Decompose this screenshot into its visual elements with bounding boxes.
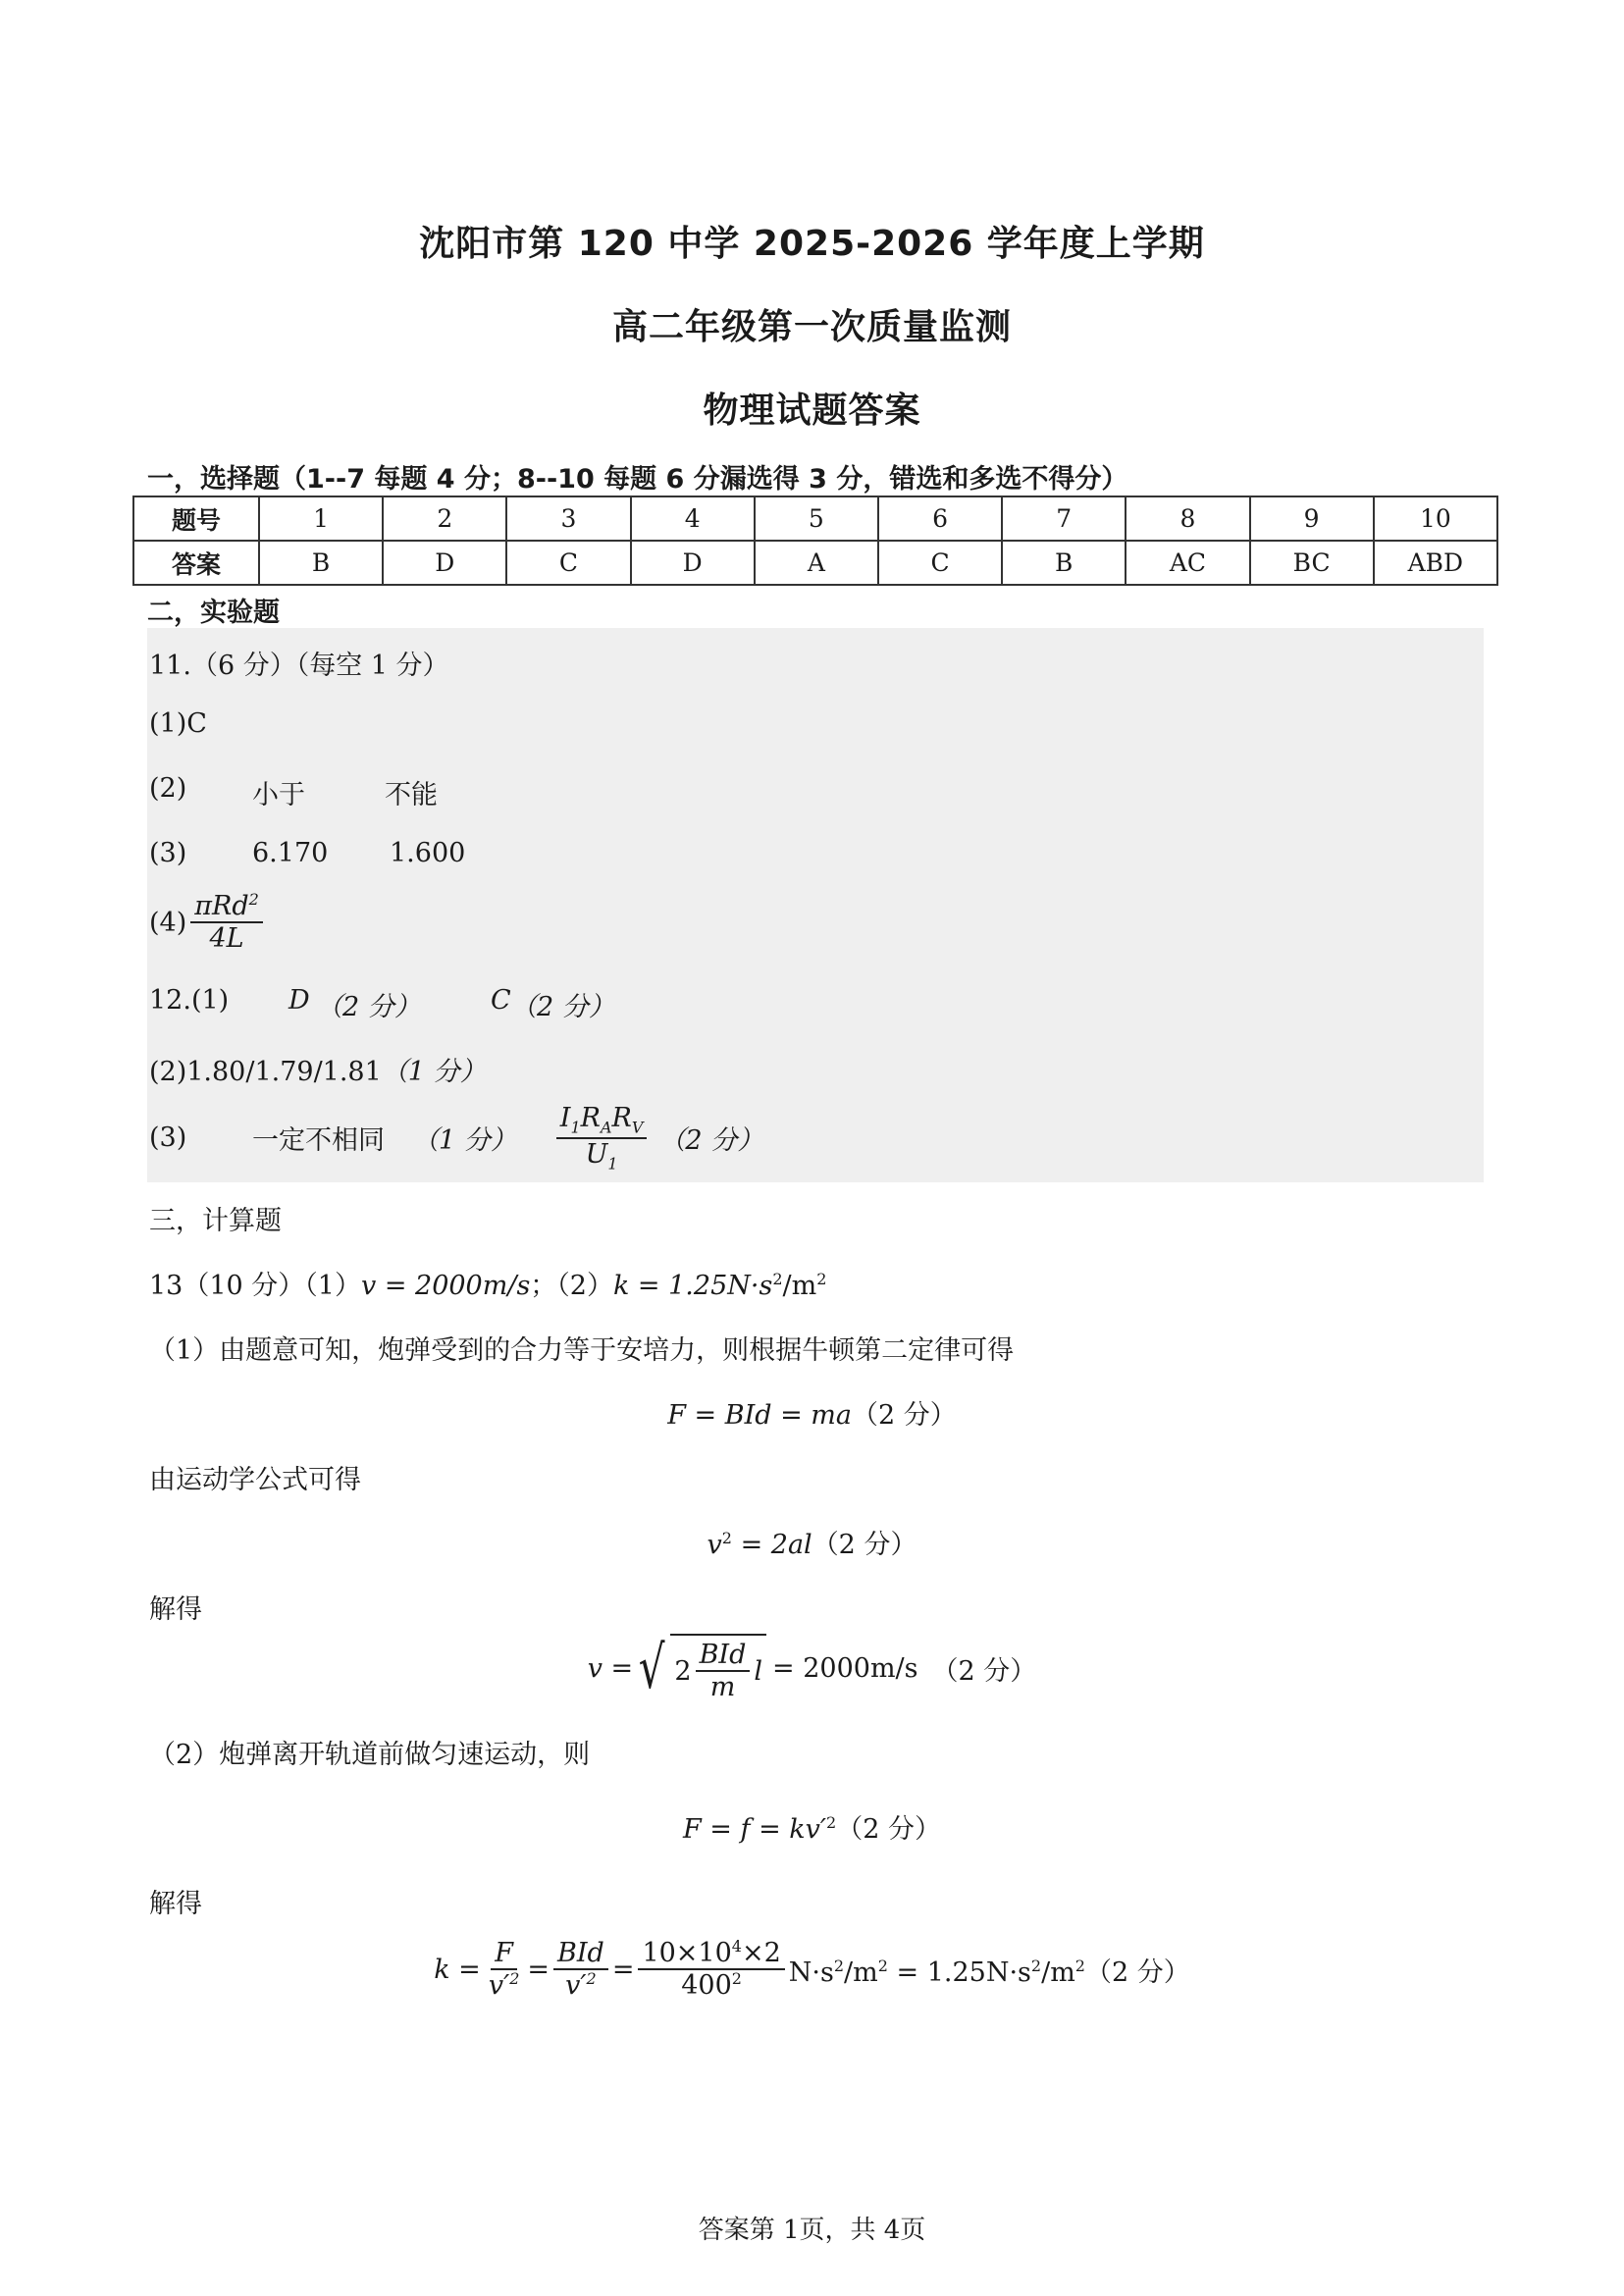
q13-eq3-score: （2 分）: [931, 1655, 1037, 1687]
q11-part4-fraction: [190, 891, 263, 954]
answer-cell: D: [631, 541, 755, 585]
q12-part3-score-1: （1 分）: [412, 1125, 517, 1157]
q13-eq5-unit-exp: 2: [833, 1956, 845, 1975]
q13-eq5-f1-num: F: [491, 1938, 517, 1970]
q13-eq2-v: v: [707, 1530, 722, 1560]
q13-eq3-l: l: [754, 1655, 763, 1687]
q13-eq2-score: （2 分）: [812, 1530, 917, 1560]
q12-frac-ra-sub: A: [600, 1118, 612, 1137]
q13-eq4-score: （2 分）: [836, 1814, 941, 1845]
q13-eq5-fraction-1: [485, 1938, 524, 2001]
experiment-answer-block: [147, 628, 1484, 1182]
q11-part3-answer-b: 1.600: [390, 838, 466, 868]
q13-eq5-result-tail-exp: 2: [1074, 1956, 1085, 1975]
q12-part1-label: 12.(1): [149, 985, 230, 1016]
q13-step1: （1）由题意可知，炮弹受到的合力等于安培力，则根据牛顿第二定律可得: [149, 1335, 1015, 1366]
q12-part3-label: (3): [149, 1122, 187, 1154]
section-experiment-title: 二，实验题: [147, 598, 280, 628]
q13-eq5-unit-tail-exp: 2: [877, 1956, 888, 1975]
q13-eq5-f3-den: 400: [681, 1970, 732, 2002]
q11-part2-label: (2): [149, 773, 187, 804]
q13-eq5-equals-2: =: [611, 1954, 635, 1985]
answer-table-answer-row: [133, 541, 1497, 585]
q12-part2-answer: (2)1.80/1.79/1.81: [149, 1057, 382, 1087]
q11-part3-answer-a: 6.170: [252, 838, 329, 868]
q13-eq2-exp: 2: [721, 1529, 732, 1547]
q11-part2-answer-a: 小于: [252, 780, 305, 810]
q13-eq5-f2-den: v′: [565, 1970, 587, 2002]
q11-part4-denominator: 4L: [209, 923, 244, 955]
q11-part2-answer-b: 不能: [385, 780, 438, 810]
q13-step5: 解得: [149, 1889, 202, 1919]
question-number-cell: 2: [383, 496, 506, 541]
q13-step3: 解得: [149, 1594, 202, 1625]
question-number-cell: 6: [878, 496, 1002, 541]
q13-eq4-formula: F = f = kv′: [682, 1814, 827, 1845]
q13-eq3-num: BId: [696, 1640, 751, 1672]
q12-part2-score: （1 分）: [381, 1057, 487, 1087]
q13-eq3-den: m: [709, 1672, 736, 1703]
q11-part2: [149, 773, 438, 810]
q13-eq5-f1-den-exp: 2: [509, 1969, 520, 1989]
q13-eq5-fraction-3: [638, 1938, 784, 2001]
q12-part1-score-b: （2 分）: [510, 992, 615, 1022]
question-number-cell: 10: [1374, 496, 1497, 541]
sqrt-radical-icon: √: [638, 1634, 665, 1703]
answer-cell: A: [755, 541, 878, 585]
q12-part3-answer: 一定不相同: [252, 1125, 385, 1157]
row-label-number: 题号: [133, 496, 259, 541]
doc-title-exam: 高二年级第一次质量监测: [611, 307, 1012, 347]
section-calc-title: 三，计算题: [149, 1206, 282, 1236]
q13-eq3-two: 2: [674, 1655, 692, 1687]
doc-title-school: 沈阳市第 120 中学 2025-2026 学年度上学期: [419, 224, 1205, 264]
q13-eq5-unit-tail: /m: [844, 1957, 878, 1988]
answer-cell: B: [259, 541, 383, 585]
q12-frac-rv-sub: V: [631, 1118, 644, 1137]
question-number-cell: 5: [755, 496, 878, 541]
q12-part1-answer-b: C: [491, 985, 511, 1016]
q11-part4: [149, 891, 267, 954]
q13-k-answer: k = 1.25N·s: [612, 1271, 773, 1301]
q12-part1: [149, 985, 615, 1022]
q11-part4-numerator: πRd: [194, 891, 249, 921]
q13-eq5-result-exp: 2: [1030, 1956, 1042, 1975]
q12-part3: [149, 1103, 763, 1174]
q13-eq5: [0, 1938, 1624, 2001]
row-label-answer: 答案: [133, 541, 259, 585]
q13-k-tail: /m: [782, 1271, 817, 1301]
q13-eq5-result-tail: /m: [1041, 1957, 1075, 1988]
q13-step2: 由运动学公式可得: [149, 1465, 361, 1495]
q13-eq3-fraction: [696, 1640, 751, 1702]
question-number-cell: 7: [1002, 496, 1126, 541]
q12-part1-answer-a: D: [288, 985, 310, 1016]
q11-part4-label: (4): [149, 907, 187, 938]
question-number-cell: 1: [259, 496, 383, 541]
q11-part1: (1)C: [149, 708, 207, 739]
q13-v-answer: v = 2000m/s: [360, 1271, 531, 1301]
q12-part2: [149, 1050, 487, 1088]
page-footer: 答案第 1页，共 4页: [698, 2216, 926, 2245]
q13-eq1: [0, 1393, 1624, 1432]
q13-eq3-sqrt: [633, 1634, 766, 1702]
answer-cell: AC: [1126, 541, 1249, 585]
q12-part3-score-2: （2 分）: [658, 1125, 764, 1157]
q12-frac-u-sub: 1: [607, 1154, 618, 1174]
q13-eq3-rhs: = 2000m/s: [772, 1652, 918, 1684]
answer-table: [132, 496, 1498, 586]
q13-eq3-lhs: v =: [587, 1652, 634, 1684]
q13-eq5-f3-num-exp: 4: [731, 1937, 742, 1956]
q13-eq5-unit: N·s: [788, 1957, 834, 1988]
q13-eq5-score: （2 分）: [1084, 1957, 1190, 1988]
q13-eq2-rest: = 2al: [731, 1530, 812, 1560]
q12-frac-u: U: [585, 1138, 608, 1170]
q13-eq5-f2-num: BId: [553, 1938, 608, 1970]
question-number-cell: 8: [1126, 496, 1249, 541]
section-choice-title: 一，选择题（1--7 每题 4 分；8--10 每题 6 分漏选得 3 分，错选和多选不得分）: [147, 464, 1128, 495]
q12-part1-score-a: （2 分）: [316, 992, 421, 1022]
q11-part3: [149, 838, 466, 868]
q13-eq3: [0, 1634, 1624, 1702]
q12-part3-fraction: [556, 1103, 648, 1174]
q12-frac-i-sub: 1: [570, 1118, 581, 1137]
q12-frac-ra: R: [580, 1103, 601, 1133]
answer-cell: ABD: [1374, 541, 1497, 585]
q13-eq5-result: = 1.25N·s: [887, 1957, 1031, 1988]
q13-step4: （2）炮弹离开轨道前做匀速运动，则: [149, 1740, 591, 1770]
q13-eq4-exp: 2: [826, 1813, 837, 1832]
q13-eq5-f2-den-exp: 2: [586, 1969, 597, 1989]
q13-eq5-f3-num-b: ×2: [741, 1938, 781, 1968]
question-number-cell: 9: [1250, 496, 1374, 541]
q13-eq5-k: k =: [434, 1954, 481, 1985]
q13-eq1-score: （2 分）: [852, 1400, 957, 1431]
q13-eq1-formula: F = BId = ma: [667, 1400, 853, 1431]
q13-eq5-f1-den: v′: [488, 1970, 510, 2002]
q13-head: 13（10 分）（1）: [149, 1271, 361, 1301]
q13-eq5-f3-num-a: 10×10: [642, 1938, 732, 1968]
doc-title-subject: 物理试题答案: [703, 391, 921, 431]
q11-header: 11.（6 分）（每空 1 分）: [149, 651, 449, 681]
answer-cell: C: [878, 541, 1002, 585]
q13-k-tail-exp: 2: [816, 1270, 827, 1288]
answer-table-number-row: [133, 496, 1497, 541]
q13-eq5-fraction-2: [553, 1938, 608, 2001]
answer-cell: BC: [1250, 541, 1374, 585]
q13-header: [149, 1264, 826, 1302]
q13-eq2: [0, 1523, 1624, 1561]
q12-frac-i: I: [559, 1103, 571, 1133]
q13-k-exp: 2: [772, 1270, 783, 1288]
q13-eq5-f3-den-exp: 2: [731, 1969, 742, 1989]
q11-part4-numerator-exp: 2: [248, 890, 259, 909]
answer-cell: B: [1002, 541, 1126, 585]
q13-eq4: [0, 1807, 1624, 1846]
q13-mid: ；（2）: [530, 1271, 613, 1301]
q12-frac-rv: R: [611, 1103, 632, 1133]
answer-cell: C: [506, 541, 630, 585]
q13-eq5-equals-1: =: [527, 1954, 550, 1985]
answer-cell: D: [383, 541, 506, 585]
question-number-cell: 4: [631, 496, 755, 541]
q11-part3-label: (3): [149, 838, 187, 868]
question-number-cell: 3: [506, 496, 630, 541]
